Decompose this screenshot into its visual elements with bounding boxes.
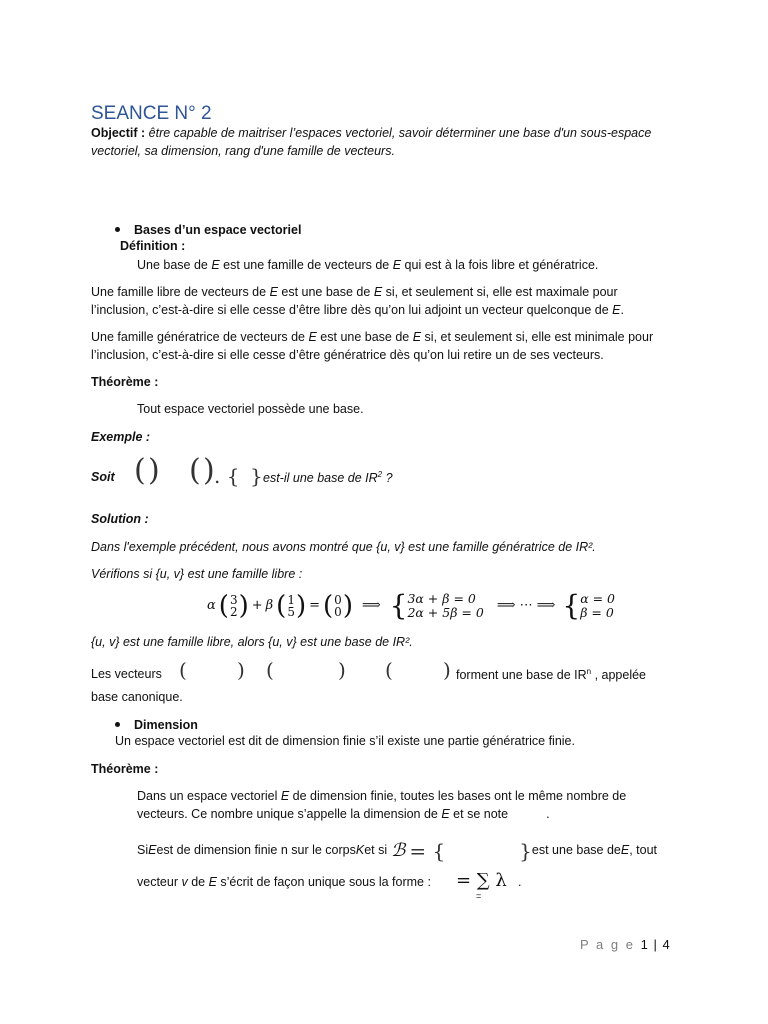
left-paren-u: (	[134, 453, 146, 488]
section-heading-dimension: Dimension	[115, 717, 198, 735]
paragraph-generating-family: Une famille génératrice de vecteurs de E est une base de E si, et seulement si, elle est minimale pour l’inclusion, c’est-à-dire si elle cesse d’être génératrice dès qu’on lui retire un de ses vecteurs.	[91, 330, 654, 362]
objective-text: être capable de maitriser l’espaces vectoriel, savoir déterminer une base d'un sous-espace vectoriel, sa dimension, rang d'une famille de vecteurs.	[91, 126, 652, 158]
matrix-u: ( 3 2 )	[218, 591, 249, 622]
set-open: . {	[214, 464, 240, 488]
current-page: 1	[640, 937, 648, 952]
objective-label: Objectif :	[91, 126, 146, 140]
sum-formula: = ∑ λ	[456, 870, 507, 891]
right-paren-u: )	[148, 453, 160, 488]
canon-label: Les vecteurs	[91, 667, 162, 681]
solution-line-2: Vérifions si {u, v} est une famille libre :	[91, 567, 303, 581]
sum-end: .	[518, 875, 522, 889]
page-separator: |	[653, 937, 657, 952]
sum-subscript: =	[476, 891, 482, 901]
section-heading-bases: Bases d’un espace vectoriel	[115, 222, 301, 240]
theorem-label-2: Théorème :	[91, 762, 159, 776]
definition-label: Définition :	[120, 239, 186, 253]
paren-en-close: )	[443, 658, 451, 682]
right-paren-v: )	[203, 453, 215, 488]
bullet-icon	[115, 227, 120, 232]
objective-paragraph	[91, 125, 691, 161]
system-2: { α = 0 β = 0	[562, 589, 616, 623]
paren-e2-close: )	[338, 658, 346, 682]
total-pages: 4	[662, 937, 670, 952]
conclusion-text: {u, v} est une famille libre, alors {u, v} est une base de IR².	[91, 635, 413, 649]
theorem-text: Tout espace vectoriel possède une base.	[137, 402, 364, 416]
set-close: }	[250, 464, 263, 488]
page-footer	[580, 936, 670, 954]
paren-en-open: (	[385, 658, 393, 682]
solution-label: Solution :	[91, 512, 149, 526]
linear-independence-equation: α ( 3 2 ) + β ( 1 5 ) = ( 0 0 ) ⟹ { 3α + β = 0 2α + 5β = 0 ⟹ ⋯ ⟹ { α = 0 β = 0	[207, 589, 616, 623]
matrix-zero: ( 0 0 )	[323, 591, 353, 622]
matrix-v: ( 1 5 )	[276, 591, 307, 622]
paren-e1-close: )	[237, 658, 245, 682]
soit-question: est-il une base de $IR^2$ ?	[263, 470, 393, 486]
paren-e1-open: (	[179, 658, 187, 682]
system-1: { 3α + β = 0 2α + 5β = 0	[389, 589, 484, 623]
paren-e2-open: (	[266, 658, 274, 682]
soit-label: Soit	[91, 470, 115, 484]
theorem-label: Théorème :	[91, 375, 159, 389]
canon-end: base canonique.	[91, 690, 183, 704]
vector-form-line: vecteur v de E s’écrit de façon unique sous la forme :	[137, 875, 431, 889]
definition-text: Une base de E est une famille de vecteurs de E qui est à la fois libre et génératrice.	[137, 258, 599, 272]
theorem-text-2-line1: Dans un espace vectoriel E de dimension finie, toutes les bases ont le même nombre de vecteurs. Ce nombre unique s’appelle la dimension de E et se note .	[137, 789, 627, 821]
paragraph-free-family: Une famille libre de vecteurs de E est une base de E si, et seulement si, elle est maximale pour l’inclusion, c’est-à-dire si elle cesse d’être libre dès qu’on lui adjoint un vecteur quelconque de E.	[91, 285, 624, 317]
example-label: Exemple :	[91, 430, 151, 444]
solution-line-1: Dans l'exemple précédent, nous avons montré que {u, v} est une famille génératrice de IR².	[91, 540, 596, 554]
page-title: SEANCE N° 2	[91, 103, 212, 124]
bullet-icon	[115, 722, 120, 727]
dimension-text: Un espace vectoriel est dit de dimension finie s’il existe une partie génératrice finie.	[115, 734, 575, 748]
page-word: P a g e	[580, 937, 635, 952]
basis-line: Si E est de dimension finie n sur le corps K et si ℬ = { } est une base de E , tout	[137, 838, 658, 863]
left-paren-v: (	[189, 453, 201, 488]
canon-text: forment une base de $IR^n$ , appelée	[456, 667, 647, 683]
script-b-symbol: ℬ	[391, 840, 406, 861]
